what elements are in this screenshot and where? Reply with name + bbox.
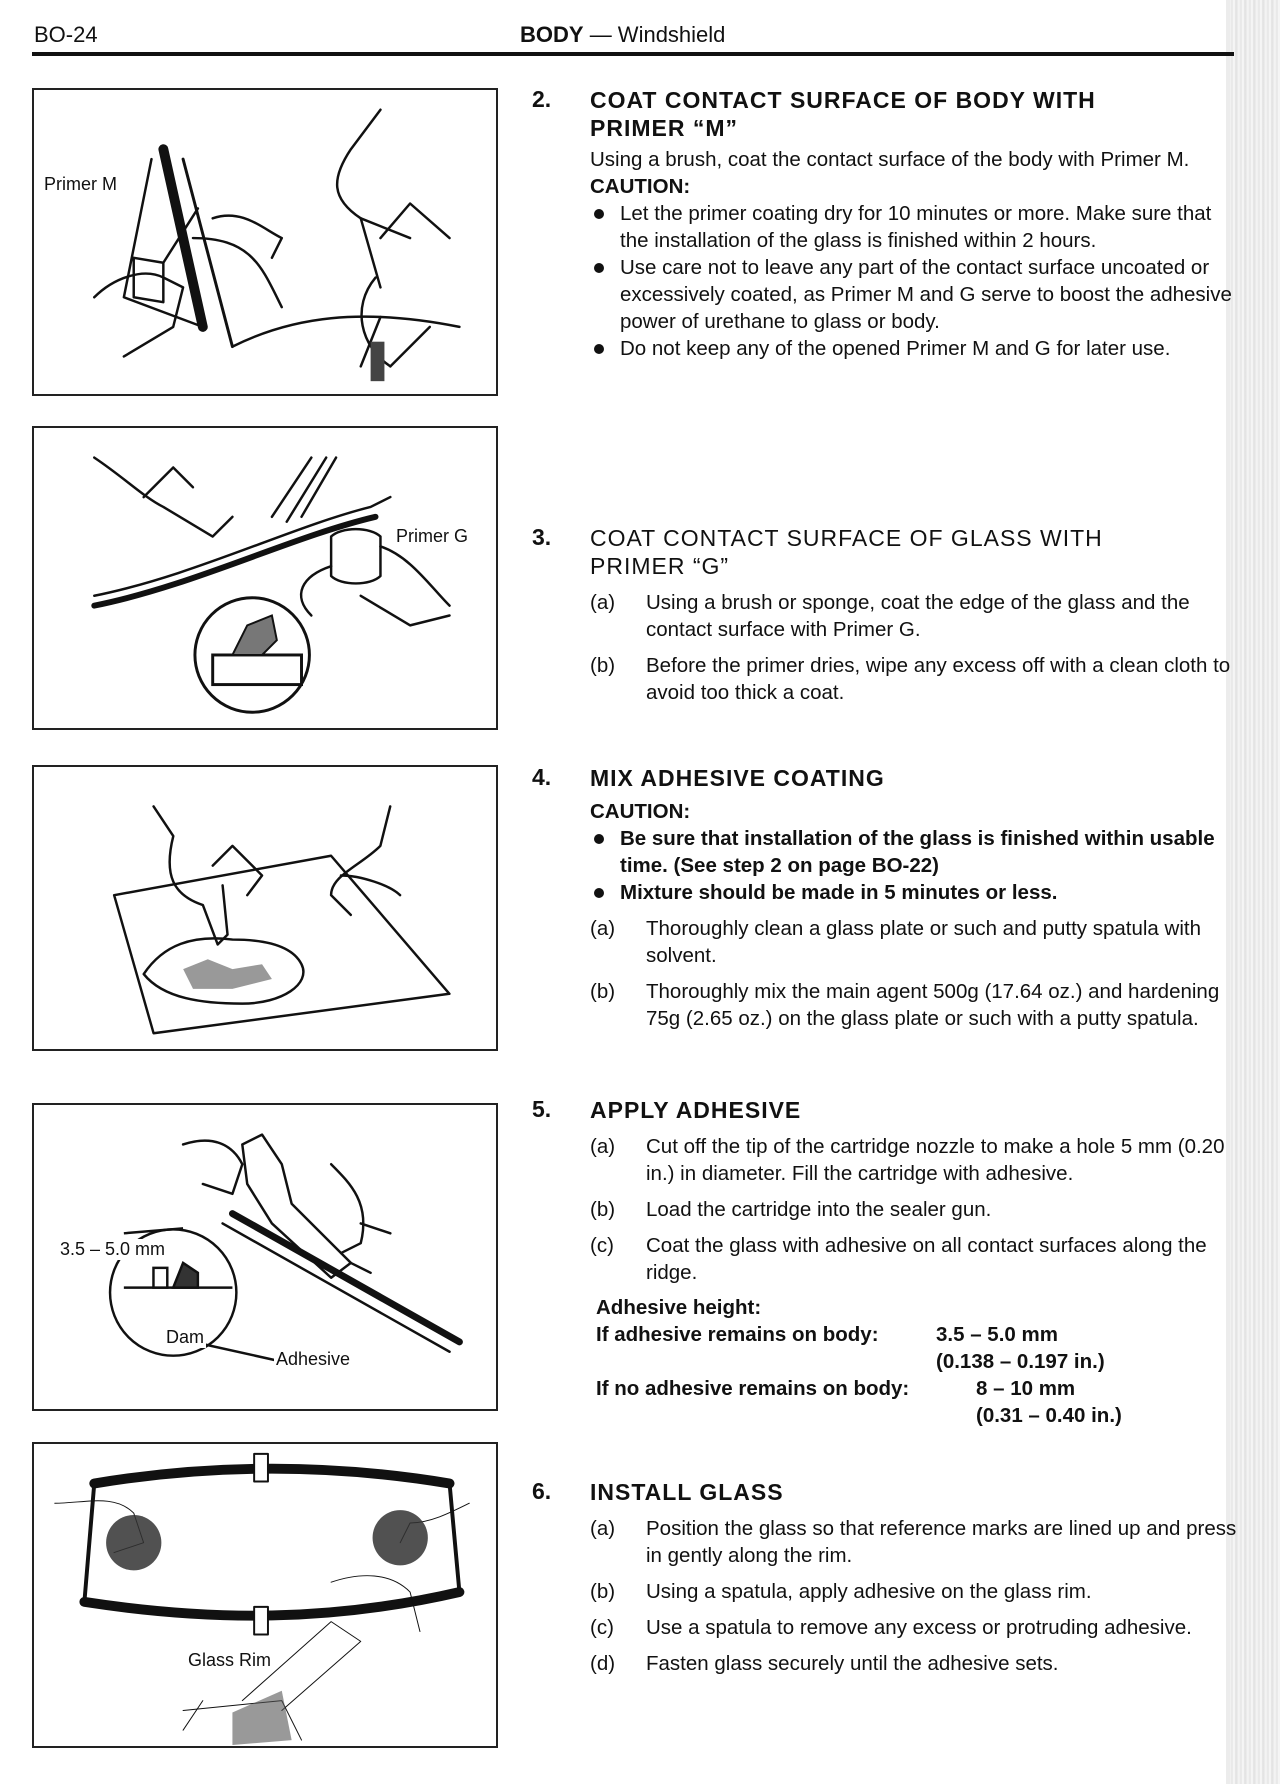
install-glass-illustration (34, 1444, 496, 1746)
header-rule (32, 52, 1234, 56)
figure-label-glass-rim: Glass Rim (188, 1650, 272, 1670)
spec-label: If adhesive remains on body: (596, 1323, 879, 1346)
step-2 (532, 86, 1238, 362)
spec-value-mm: 8 – 10 mm (976, 1377, 1076, 1400)
sub-step (590, 652, 1238, 706)
sub-step (590, 978, 1238, 1032)
sub-step-tag: (b) (590, 654, 616, 677)
step-title-line: COAT CONTACT SURFACE OF GLASS WITH (590, 525, 1103, 551)
sub-step-tag: (b) (590, 1198, 616, 1221)
step-title-line: PRIMER “M” (590, 115, 738, 141)
spec-value-in: (0.31 – 0.40 in.) (976, 1404, 1122, 1427)
figure-label-primer-m: Primer M (44, 174, 117, 194)
sub-step (590, 1614, 1238, 1641)
primer-g-illustration (34, 428, 496, 728)
step-title (590, 86, 1238, 142)
sub-step-tag: (a) (590, 591, 616, 614)
caution-list (590, 825, 1238, 906)
step-number: 6. (532, 1478, 552, 1504)
step-title: APPLY ADHESIVE (590, 1097, 802, 1123)
figure-mix-adhesive (32, 765, 498, 1051)
caution-label: CAUTION: (590, 800, 691, 823)
spec-row (596, 1321, 1238, 1348)
figure-label-thickness: 3.5 – 5.0 mm (60, 1239, 166, 1259)
section-name: BODY (520, 22, 584, 47)
sub-step-text: Cut off the tip of the cartridge nozzle to make a hole 5 mm (0.20 in.) in diameter. Fill the cartridge with adhesive. (646, 1135, 1225, 1185)
spec-row (596, 1375, 1238, 1402)
sub-step-tag: (a) (590, 917, 616, 940)
step-number: 2. (532, 86, 552, 112)
spec-row (596, 1348, 1238, 1375)
sub-step-text: Load the cartridge into the sealer gun. (646, 1198, 992, 1221)
figure-apply-adhesive (32, 1103, 498, 1411)
caution-item: Do not keep any of the opened Primer M and G for later use. (590, 335, 1238, 362)
figure-install-glass (32, 1442, 498, 1748)
sub-step-text: Fasten glass securely until the adhesive sets. (646, 1652, 1059, 1675)
sub-step-tag: (b) (590, 1580, 616, 1603)
spec-row (596, 1402, 1238, 1429)
spec-value-in: (0.138 – 0.197 in.) (936, 1350, 1105, 1373)
step-3 (532, 524, 1238, 706)
figure-label-primer-g: Primer G (396, 526, 468, 546)
sub-step-tag: (d) (590, 1652, 616, 1675)
sub-step (590, 1515, 1238, 1569)
sub-step-tag: (b) (590, 980, 616, 1003)
spec-title: Adhesive height: (596, 1296, 762, 1319)
caution-list (590, 200, 1238, 362)
sub-step (590, 1133, 1238, 1187)
step-5 (532, 1096, 1238, 1429)
sub-step (590, 1578, 1238, 1605)
sub-step (590, 1232, 1238, 1286)
sub-step-tag: (c) (590, 1234, 614, 1257)
page-code: BO-24 (34, 22, 98, 47)
sub-step-tag: (a) (590, 1517, 616, 1540)
sub-step-text: Before the primer dries, wipe any excess off with a clean cloth to avoid too thick a coat. (646, 654, 1231, 704)
step-text: Using a brush, coat the contact surface of the body with Primer M. (590, 148, 1190, 171)
caution-item: Use care not to leave any part of the contact surface uncoated or excessively coated, as Primer M and G serve to boost the adhesive power of urethane to glass or body. (590, 254, 1238, 335)
page-title (520, 22, 725, 48)
primer-m-illustration (34, 90, 496, 394)
spec-label: If no adhesive remains on body: (596, 1377, 910, 1400)
subsection-name: — Windshield (589, 22, 726, 47)
figure-primer-m (32, 88, 498, 396)
caution-label: CAUTION: (590, 175, 691, 198)
step-title-line: COAT CONTACT SURFACE OF BODY WITH (590, 87, 1096, 113)
figure-primer-g (32, 426, 498, 730)
sub-step (590, 1196, 1238, 1223)
sub-step-text: Position the glass so that reference marks are lined up and press in gently along the rim. (646, 1517, 1237, 1567)
sub-step-text: Use a spatula to remove any excess or protruding adhesive. (646, 1616, 1192, 1639)
step-number: 5. (532, 1096, 552, 1122)
step-title: MIX ADHESIVE COATING (590, 765, 885, 791)
step-6 (532, 1478, 1238, 1677)
adhesive-height-spec (596, 1294, 1238, 1429)
sub-step-text: Coat the glass with adhesive on all contact surfaces along the ridge. (646, 1234, 1207, 1284)
figure-label-dam: Dam (166, 1327, 205, 1347)
spec-value-mm: 3.5 – 5.0 mm (936, 1323, 1058, 1346)
sub-step-text: Thoroughly mix the main agent 500g (17.64 oz.) and hardening 75g (2.65 oz.) on the glass plate or such with a putty spatula. (646, 980, 1220, 1030)
caution-item: Be sure that installation of the glass is finished within usable time. (See step 2 on page BO-22) (590, 825, 1238, 879)
figure-label-adhesive: Adhesive (276, 1349, 351, 1369)
sub-step (590, 915, 1238, 969)
caution-item: Let the primer coating dry for 10 minutes or more. Make sure that the installation of the glass is finished within 2 hours. (590, 200, 1238, 254)
sub-step (590, 1650, 1238, 1677)
step-title (590, 524, 1238, 580)
step-number: 4. (532, 764, 552, 790)
sub-step-tag: (a) (590, 1135, 616, 1158)
sub-step-tag: (c) (590, 1616, 614, 1639)
step-title: INSTALL GLASS (590, 1479, 784, 1505)
sub-step-text: Using a spatula, apply adhesive on the glass rim. (646, 1580, 1092, 1603)
sub-step-text: Thoroughly clean a glass plate or such and putty spatula with solvent. (646, 917, 1201, 967)
step-title-line: PRIMER “G” (590, 553, 730, 579)
caution-item: Mixture should be made in 5 minutes or less. (590, 879, 1238, 906)
sub-step (590, 589, 1238, 643)
mix-adhesive-illustration (34, 767, 496, 1049)
step-number: 3. (532, 524, 552, 550)
sub-step-text: Using a brush or sponge, coat the edge of the glass and the contact surface with Primer G. (646, 591, 1190, 641)
step-4 (532, 764, 1238, 1032)
